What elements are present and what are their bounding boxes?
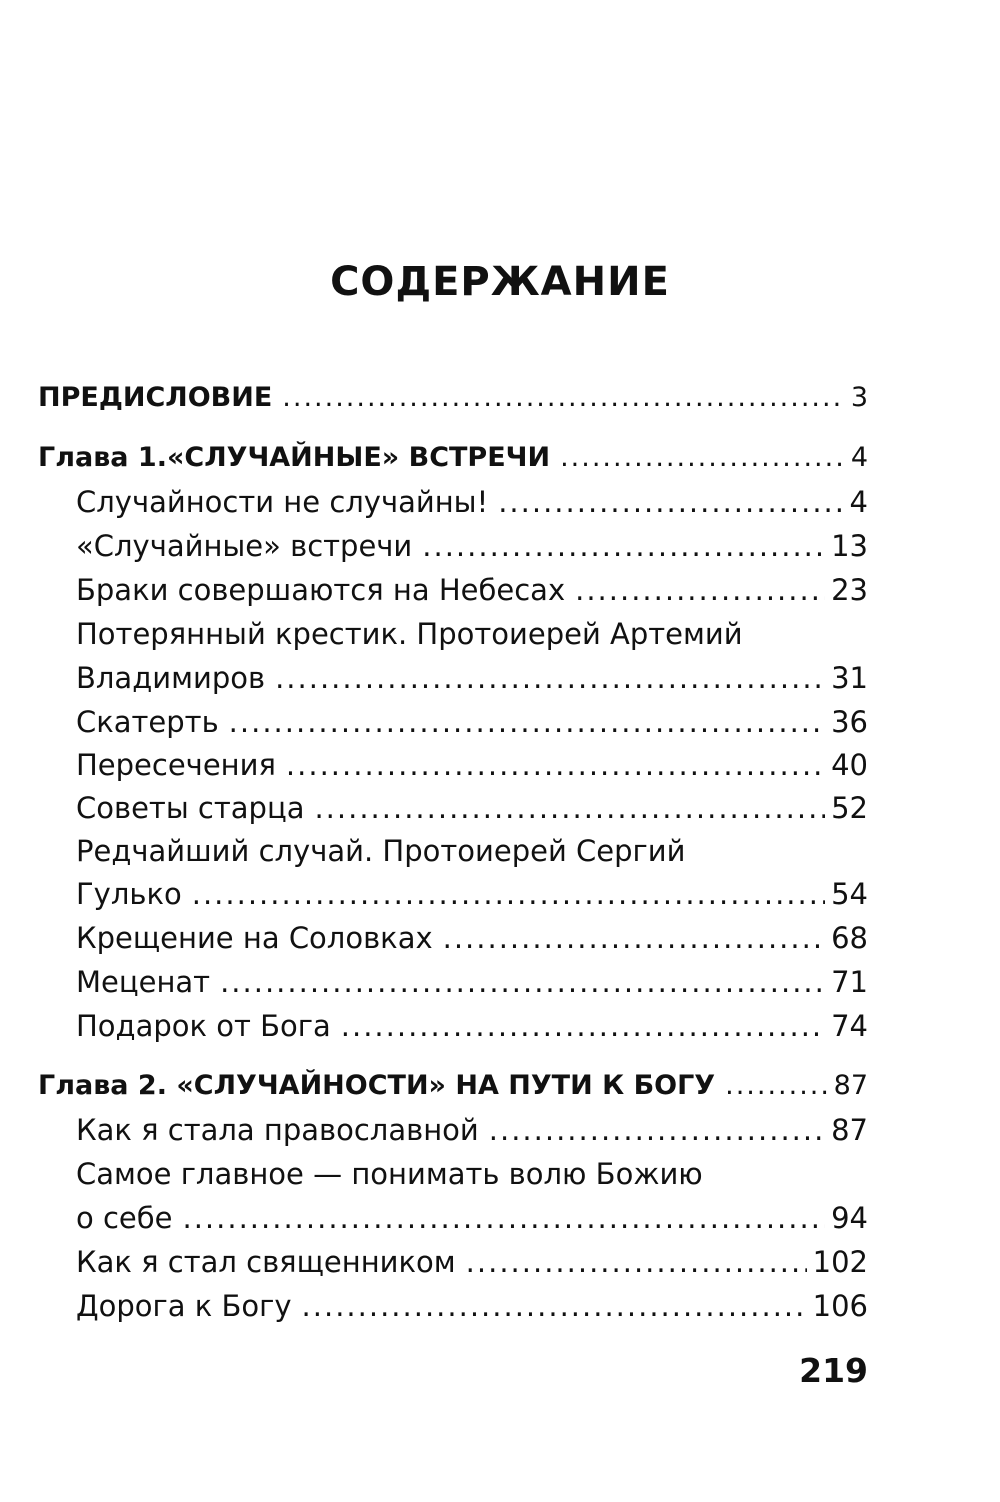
- toc-page-number: 74: [831, 1009, 868, 1043]
- leader-dots: [282, 376, 845, 420]
- leader-dots: [498, 480, 843, 524]
- toc-entry-title: Браки совершаются на Небесах: [76, 573, 566, 607]
- toc-entry-chapter-2[interactable]: [38, 1064, 868, 1108]
- toc-entry[interactable]: [76, 786, 868, 830]
- leader-dots: [182, 1196, 825, 1240]
- leader-dots: [314, 786, 825, 830]
- page-title: СОДЕРЖАНИЕ: [330, 259, 670, 305]
- toc-page-number: 94: [831, 1201, 868, 1235]
- leader-dots: [302, 1284, 807, 1328]
- leader-dots: [286, 743, 825, 787]
- leader-dots: [192, 872, 825, 916]
- toc-entry-title: Меценат: [76, 965, 211, 999]
- toc-entry[interactable]: [76, 960, 868, 1004]
- toc-entry[interactable]: [76, 1004, 868, 1048]
- leader-dots: [725, 1064, 828, 1108]
- toc-page-number: 3: [850, 382, 868, 413]
- toc-entry-title: о себе: [76, 1201, 173, 1235]
- toc-entry-chapter-1[interactable]: [38, 436, 868, 480]
- toc-entry-title: Скатерть: [76, 705, 219, 739]
- toc-page-number: 54: [831, 877, 868, 911]
- toc-entry[interactable]: [76, 480, 868, 524]
- toc-entry[interactable]: [76, 916, 868, 960]
- toc-entry-title: Глава 2. «СЛУЧАЙНОСТИ» НА ПУТИ К БОГУ: [38, 1070, 716, 1101]
- toc-entry-title: Как я стал священником: [76, 1245, 456, 1279]
- toc-entry-title: Глава 1.«СЛУЧАЙНЫЕ» ВСТРЕЧИ: [38, 442, 551, 473]
- toc-page-number: 13: [831, 529, 868, 563]
- toc-entry-first-line[interactable]: Самое главное — понимать волю Божию: [76, 1157, 703, 1191]
- leader-dots: [275, 656, 825, 700]
- toc-entry-title: Гулько: [76, 877, 182, 911]
- toc-entry-title: «Случайные» встречи: [76, 529, 413, 563]
- toc-entry-first-line[interactable]: Потерянный крестик. Протоиерей Артемий: [76, 617, 743, 651]
- toc-entry-title: Пересечения: [76, 748, 276, 782]
- toc-page-number: 52: [831, 791, 868, 825]
- leader-dots: [560, 436, 845, 480]
- toc-entry-title: Случайности не случайны!: [76, 485, 489, 519]
- toc-entry-title: Как я стала православной: [76, 1113, 479, 1147]
- leader-dots: [229, 700, 825, 744]
- leader-dots: [489, 1108, 825, 1152]
- toc-page-number: 71: [831, 965, 868, 999]
- toc-entry-title: Владимиров: [76, 661, 266, 695]
- toc-entry-title: Крещение на Соловках: [76, 921, 433, 955]
- toc-page-number: 68: [831, 921, 868, 955]
- leader-dots: [341, 1004, 825, 1048]
- toc-entry-preface[interactable]: [38, 376, 868, 420]
- toc-entry-title: Советы старца: [76, 791, 305, 825]
- toc-page-number: 36: [831, 705, 868, 739]
- toc-entry-first-line[interactable]: Редчайший случай. Протоиерей Сергий: [76, 834, 686, 868]
- toc-entry[interactable]: [76, 1240, 868, 1284]
- toc-page-number: 40: [831, 748, 868, 782]
- toc-page-number: 4: [850, 442, 868, 473]
- toc-page-number: 87: [833, 1070, 868, 1101]
- toc-page-number: 31: [831, 661, 868, 695]
- leader-dots: [220, 960, 825, 1004]
- leader-dots: [575, 568, 825, 612]
- toc-entry-title: ПРЕДИСЛОВИЕ: [38, 382, 273, 413]
- toc-page-number: 106: [812, 1289, 868, 1323]
- toc-entry[interactable]: [76, 1108, 868, 1152]
- toc-entry[interactable]: [76, 524, 868, 568]
- toc-page-number: 87: [831, 1113, 868, 1147]
- toc-page-number: 23: [831, 573, 868, 607]
- toc-entry-title: Дорога к Богу: [76, 1289, 292, 1323]
- toc-entry[interactable]: [76, 743, 868, 787]
- toc-page-number: 102: [812, 1245, 868, 1279]
- toc-entry[interactable]: [76, 700, 868, 744]
- toc-entry[interactable]: [76, 1284, 868, 1328]
- toc-entry[interactable]: [76, 656, 868, 700]
- toc-entry[interactable]: [76, 568, 868, 612]
- toc-entry-title: Подарок от Бога: [76, 1009, 331, 1043]
- toc-entry[interactable]: [76, 872, 868, 916]
- toc-entry[interactable]: [76, 1196, 868, 1240]
- leader-dots: [422, 524, 825, 568]
- leader-dots: [443, 916, 825, 960]
- page-number: 219: [799, 1351, 868, 1390]
- toc-page-number: 4: [849, 485, 868, 519]
- leader-dots: [466, 1240, 807, 1284]
